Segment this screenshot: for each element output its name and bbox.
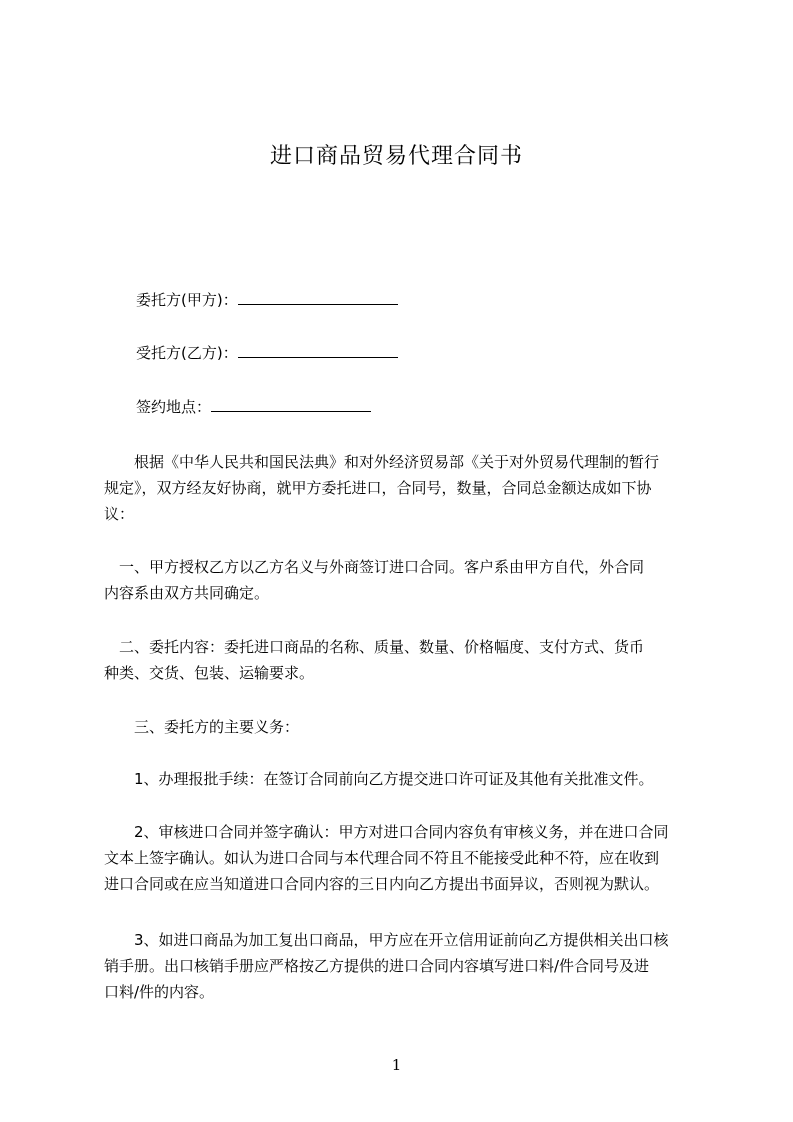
paragraph-line: 文本上签字确认。如认为进口合同与本代理合同不符且不能接受此种不符，应在收到: [104, 849, 660, 867]
agent-blank-line: [238, 343, 398, 358]
agent-field: [136, 342, 398, 364]
paragraph-line: 3、如进口商品为加工复出口商品，甲方应在开立信用证前向乙方提供相关出口核: [104, 931, 669, 949]
paragraph-line: 进口合同或在应当知道进口合同内容的三日内向乙方提出书面异议，否则视为默认。: [104, 875, 660, 893]
obligation-item-1: [104, 766, 704, 792]
clause-1-paragraph: [104, 554, 704, 606]
principal-label: 委托方(甲方)：: [136, 291, 238, 309]
paragraph-line: 一、甲方授权乙方以乙方名义与外商签订进口合同。客户系由甲方自代，外合同: [104, 558, 645, 576]
signing-place-label: 签约地点：: [136, 398, 212, 416]
paragraph-line: 议：: [104, 505, 135, 523]
signing-place-field: [136, 396, 371, 418]
paragraph-line: 根据《中华人民共和国民法典》和对外经济贸易部《关于对外贸易代理制的暂行: [104, 453, 660, 471]
obligation-item-2: [104, 819, 704, 897]
page-number: 1: [391, 1056, 402, 1074]
principal-field: [136, 289, 398, 311]
obligation-item-3: [104, 927, 704, 1005]
signing-place-blank-line: [211, 397, 371, 412]
paragraph-line: 内容系由双方共同确定。: [104, 584, 270, 602]
agent-label: 受托方(乙方)：: [136, 344, 238, 362]
clause-2-paragraph: [104, 634, 704, 686]
paragraph-line: 2、审核进口合同并签字确认：甲方对进口合同内容负有审核义务，并在进口合同: [104, 823, 669, 841]
paragraph-line: 口料/件的内容。: [104, 983, 215, 1001]
paragraph-line: 销手册。出口核销手册应严格按乙方提供的进口合同内容填写进口料/件合同号及进: [104, 957, 650, 975]
paragraph-line: 1、办理报批手续：在签订合同前向乙方提交进口许可证及其他有关批准文件。: [104, 770, 654, 788]
document-title: 进口商品贸易代理合同书: [269, 144, 523, 169]
clause-3-heading: [104, 714, 704, 740]
paragraph-line: 三、委托方的主要义务：: [104, 718, 300, 736]
paragraph-line: 二、委托内容：委托进口商品的名称、质量、数量、价格幅度、支付方式、货币: [104, 638, 645, 656]
intro-paragraph: [104, 449, 704, 527]
paragraph-line: 种类、交货、包装、运输要求。: [104, 664, 315, 682]
paragraph-line: 规定》，双方经友好协商，就甲方委托进口，合同号，数量，合同总金额达成如下协: [104, 479, 652, 497]
principal-blank-line: [238, 290, 398, 305]
